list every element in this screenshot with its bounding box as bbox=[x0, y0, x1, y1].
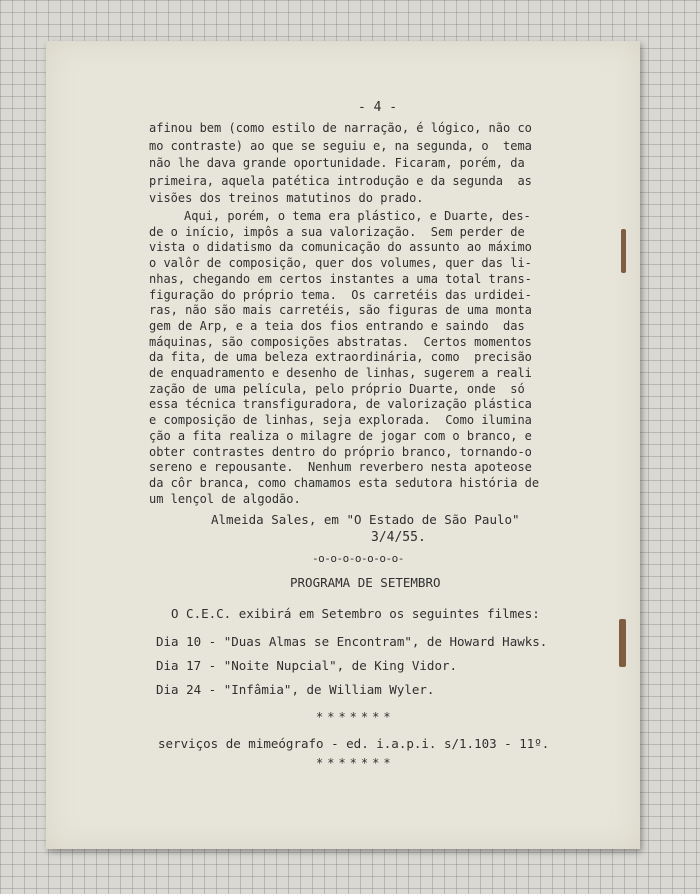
text-line: máquinas, são composições abstratas. Certos momentos bbox=[149, 334, 532, 349]
text-line: ção a fita realiza o milagre de jogar com o branco, e bbox=[149, 428, 532, 443]
film-item: Dia 24 - "Infâmia", de William Wyler. bbox=[156, 682, 435, 697]
text-line: um lençol de algodão. bbox=[149, 491, 301, 506]
text-line: não lhe dava grande oportunidade. Ficaram, porém, da bbox=[149, 156, 525, 170]
footer-credit: serviços de mimeógrafo - ed. i.a.p.i. s/1.103 - 11º. bbox=[158, 736, 550, 751]
signature: Almeida Sales, em "O Estado de São Paulo" bbox=[211, 512, 520, 527]
text-line: primeira, aquela patética introdução e da segunda as bbox=[149, 173, 532, 188]
mimeograph-page bbox=[46, 41, 640, 849]
stars-divider-bottom: ******* bbox=[316, 756, 395, 770]
film-item: Dia 10 - "Duas Almas se Encontram", de Howard Hawks. bbox=[156, 634, 548, 649]
text-line: da côr branca, como chamamos esta sedutora história de bbox=[149, 475, 540, 490]
text-line: o valôr de composição, quer dos volumes, quer das li- bbox=[149, 256, 532, 271]
text-line: de enquadramento e desenho de linhas, sugerem a reali bbox=[149, 366, 532, 380]
text-line: nhas, chegando em certos instantes a uma total trans- bbox=[149, 271, 532, 286]
signature-date: 3/4/55. bbox=[371, 530, 426, 545]
text-line: vista o didatismo da comunicação do assunto ao máximo bbox=[149, 240, 532, 255]
staple-rust-mark bbox=[619, 619, 626, 667]
staple-rust-mark bbox=[621, 229, 626, 273]
text-line: de o início, impôs a sua valorização. Sem perder de bbox=[149, 224, 525, 239]
separator-line: -o-o-o-o-o-o-o- bbox=[312, 552, 404, 565]
film-item: Dia 17 - "Noite Nupcial", de King Vidor. bbox=[156, 658, 458, 673]
text-line: da fita, de uma beleza extraordinária, como precisão bbox=[149, 350, 532, 365]
text-line: mo contraste) ao que se seguiu e, na segunda, o tema bbox=[149, 138, 532, 153]
text-line: sereno e repousante. Nenhum reverbero nesta apoteose bbox=[149, 460, 532, 475]
text-line: essa técnica transfiguradora, de valorização plástica bbox=[149, 397, 532, 412]
page-number: - 4 - bbox=[358, 100, 398, 115]
text-line: e composição de linhas, seja explorada. Como ilumina bbox=[149, 413, 532, 428]
text-line: gem de Arp, e a teia dos fios entrando e saindo das bbox=[149, 318, 525, 333]
stars-divider-top: ******* bbox=[316, 710, 395, 724]
program-intro: O C.E.C. exibirá em Setembro os seguintes filmes: bbox=[171, 606, 540, 621]
program-heading: PROGRAMA DE SETEMBRO bbox=[290, 575, 441, 590]
text-line: ras, não são mais carretéis, são figuras de uma monta bbox=[149, 303, 532, 318]
text-line: visões dos treinos matutinos do prado. bbox=[149, 191, 424, 205]
text-line: obter contrastes dentro do próprio branco, tornando-o bbox=[149, 444, 532, 459]
text-line: afinou bem (como estilo de narração, é lógico, não co bbox=[149, 121, 532, 135]
text-line: figuração do próprio tema. Os carretéis das urdidei- bbox=[149, 287, 532, 302]
text-line: Aqui, porém, o tema era plástico, e Duarte, des- bbox=[184, 209, 531, 223]
text-line: zação de uma película, pelo próprio Duarte, onde só bbox=[149, 381, 525, 396]
